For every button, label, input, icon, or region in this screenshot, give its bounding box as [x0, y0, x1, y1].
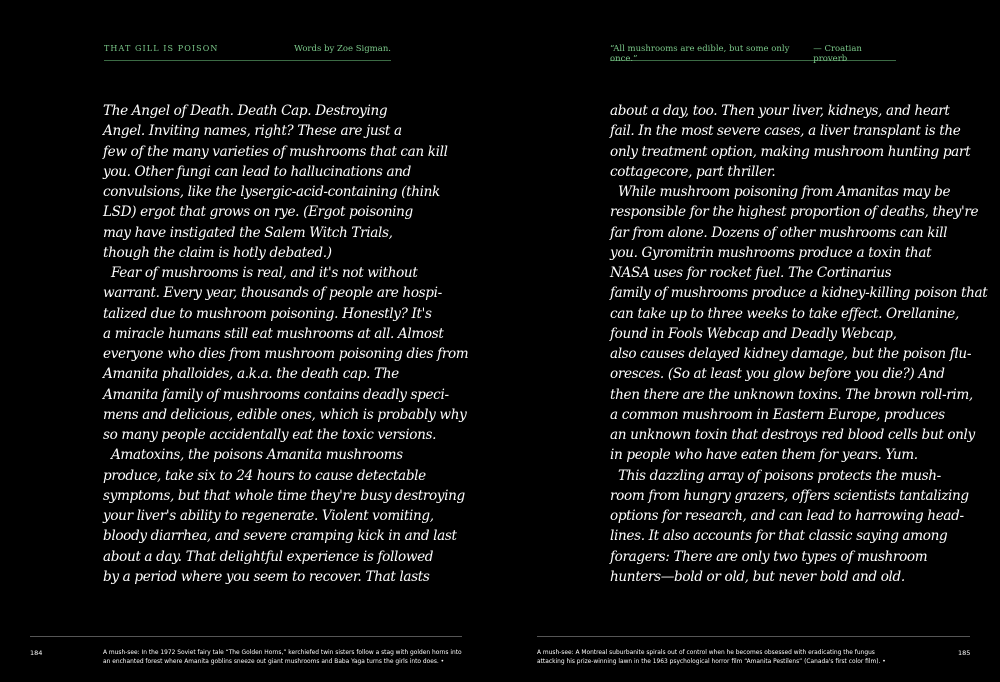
body-line: by a period where you seem to recover. That lasts [103, 568, 430, 585]
body-line: cottagecore, part thriller. [610, 163, 776, 180]
body-line: fail. In the most severe cases, a liver transplant is the [610, 123, 961, 140]
body-line: found in Fools Webcap and Deadly Webcap, [610, 325, 897, 342]
body-line: so many people accidentally eat the toxic versions. [103, 427, 437, 443]
caption-line: A mush-see: A Montreal suburbanite spirals out of control when he becomes obsessed with eradicating the fungus [537, 650, 875, 656]
body-line: your liver's ability to regenerate. Violent vomiting, [103, 508, 434, 524]
body-line: also causes delayed kidney damage, but the poison flu- [610, 346, 972, 362]
body-line: can take up to three weeks to take effect. Orellanine, [610, 305, 959, 322]
body-line: then there are the unknown toxins. The brown roll-rim, [610, 386, 973, 403]
body-line: far from alone. Dozens of other mushrooms can kill [610, 224, 948, 241]
body-line: While mushroom poisoning from Amanitas may be [610, 184, 951, 200]
body-line: convulsions, like the lysergic-acid-containing (think [103, 184, 440, 200]
body-line: about a day, too. Then your liver, kidneys, and heart [610, 103, 950, 119]
page-number-right: 185 [958, 649, 971, 657]
footer-rule-left [30, 636, 462, 637]
body-line: warrant. Every year, thousands of people are hospi- [103, 285, 442, 302]
body-line: though the claim is hotly debated.) [103, 244, 332, 261]
caption-line: A mush-see: In the 1972 Soviet fairy tale “The Golden Horns,” kerchiefed twin sisters follow a stag with golden horns into [103, 650, 462, 656]
page-number-left: 184 [30, 649, 43, 657]
article-body-left [103, 101, 469, 587]
epigraph-quote: “All mushrooms are edible, but some only once.” [610, 44, 790, 64]
footer-rule-right [537, 636, 970, 637]
body-line: Amanita family of mushrooms contains deadly speci- [103, 386, 449, 403]
body-line: NASA uses for rocket fuel. The Cortinarius [610, 265, 892, 281]
body-line: mens and delicious, edible ones, which is probably why [103, 406, 467, 423]
running-head-right [610, 44, 896, 64]
body-line: LSD) ergot that grows on rye. (Ergot poisoning [103, 204, 413, 221]
section-title: THAT GILL IS POISON [104, 44, 219, 53]
caption-right [537, 649, 886, 667]
body-line: This dazzling array of poisons protects the mush- [610, 467, 941, 484]
body-line: oresces. (So at least you glow before you die?) And [610, 366, 945, 383]
caption-left [103, 649, 462, 667]
caption-line: attacking his prize-winning lawn in the 1963 psychological horror film “Amanita Pestilens” (Canada's first color film). • [537, 659, 886, 665]
body-line: Fear of mushrooms is real, and it's not without [103, 265, 418, 281]
body-line: foragers: There are only two types of mushroom [610, 548, 928, 565]
body-line: about a day. That delightful experience is followed [103, 548, 434, 565]
byline: Words by Zoe Sigman. [294, 44, 391, 54]
running-head-left [104, 44, 391, 61]
body-line: an unknown toxin that destroys red blood cells but only [610, 427, 975, 443]
body-line: Amatoxins, the poisons Amanita mushrooms [103, 447, 403, 464]
body-line: The Angel of Death. Death Cap. Destroying [103, 103, 388, 119]
body-line: responsible for the highest proportion of deaths, they're [610, 204, 979, 221]
body-line: hunters—bold or old, but never bold and old. [610, 568, 905, 585]
body-line: symptoms, but that whole time they're busy destroying [103, 487, 465, 504]
body-line: a miracle humans still eat mushrooms at all. Almost [103, 325, 444, 342]
body-line: family of mushrooms produce a kidney-killing poison that [610, 285, 988, 302]
body-line: few of the many varieties of mushrooms that can kill [103, 143, 448, 160]
body-line: you. Gyromitrin mushrooms produce a toxin that [610, 244, 932, 261]
body-line: Angel. Inviting names, right? These are just a [103, 123, 402, 140]
caption-line: an enchanted forest where Amanita goblins sneeze out giant mushrooms and Baba Yaga turns the girls into does. • [103, 659, 445, 665]
body-line: only treatment option, making mushroom hunting part [610, 143, 971, 160]
body-line: options for research, and can lead to harrowing head- [610, 508, 964, 524]
body-line: you. Other fungi can lead to hallucinations and [103, 163, 411, 180]
body-line: room from hungry grazers, offers scientists tantalizing [610, 487, 969, 504]
body-line: produce, take six to 24 hours to cause detectable [103, 467, 426, 484]
article-body-right [610, 101, 988, 587]
body-line: a common mushroom in Eastern Europe, produces [610, 406, 945, 423]
body-line: lines. It also accounts for that classic saying among [610, 528, 948, 545]
right-page [500, 0, 1000, 682]
body-line: Amanita phalloides, a.k.a. the death cap. The [103, 366, 399, 383]
body-line: everyone who dies from mushroom poisoning dies from [103, 346, 469, 362]
body-line: talized due to mushroom poisoning. Honestly? It's [103, 305, 432, 322]
body-line: in people who have eaten them for years. Yum. [610, 447, 918, 464]
epigraph-attribution: — Croatian proverb [813, 44, 862, 64]
body-line: may have instigated the Salem Witch Trials, [103, 224, 393, 241]
body-line: bloody diarrhea, and severe cramping kick in and last [103, 528, 457, 545]
